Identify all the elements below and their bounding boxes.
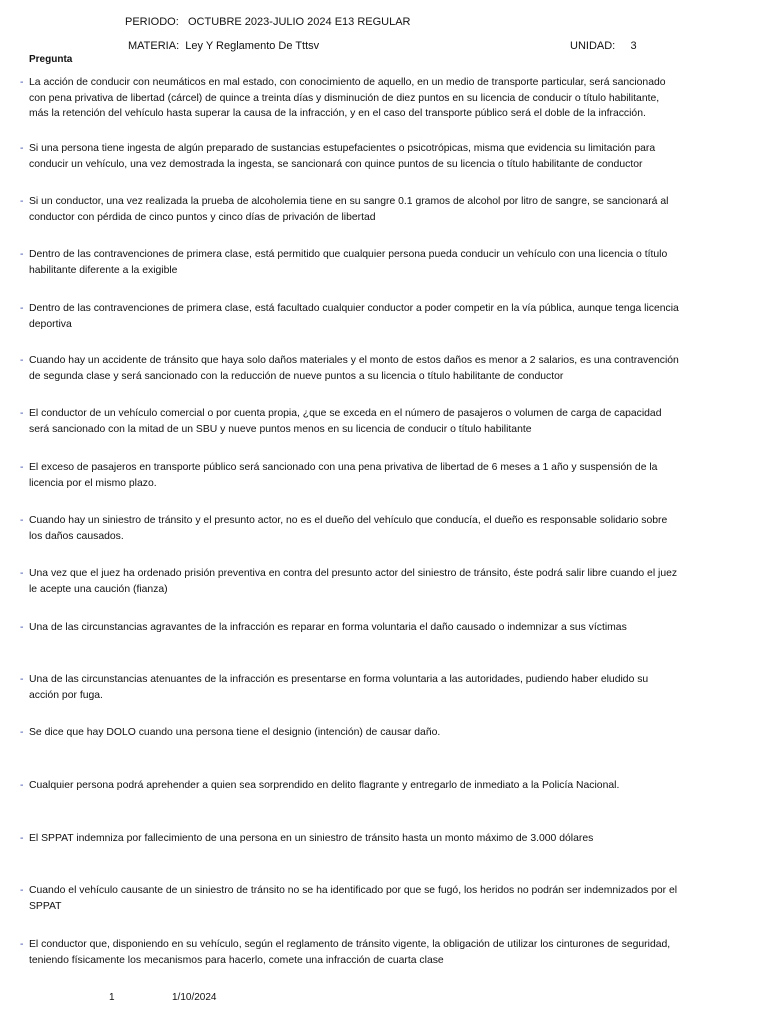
bullet-marker: - [20, 727, 24, 738]
unidad-line [570, 40, 637, 52]
question-text: El conductor que, disponiendo en su vehículo, según el reglamento de tránsito vigente, la obligación de utilizar los cinturones de seguridad, teniendo físicamente los mecanismos para hacerlo, comete una infracción de cuarta clase [29, 939, 671, 966]
periodo-line [125, 16, 411, 28]
question-text: Cuando el vehículo causante de un siniestro de tránsito no se ha identificado por que se fugó, los heridos no podrán ser indemnizados por el SPPAT [29, 885, 678, 912]
question-text: Se dice que hay DOLO cuando una persona tiene el designio (intención) de causar daño. [29, 727, 441, 738]
question-text: Si un conductor, una vez realizada la prueba de alcoholemia tiene en su sangre 0.1 gramos de alcohol por litro de sangre, se sancionará al conductor con pérdida de cinco puntos y cinco días de privación de libertad [29, 196, 669, 223]
question-item [20, 566, 680, 597]
bullet-marker: - [20, 515, 24, 526]
bullet-marker: - [20, 355, 24, 366]
page-number: 1 [109, 992, 115, 1003]
question-item [20, 194, 680, 225]
column-header-pregunta: Pregunta [29, 54, 73, 65]
question-item [20, 75, 680, 122]
bullet-marker: - [20, 462, 24, 473]
question-item [20, 353, 680, 384]
unidad-label: UNIDAD: [570, 40, 616, 52]
question-item [20, 513, 680, 544]
question-item [20, 301, 680, 332]
materia-value: Ley Y Reglamento De Tttsv [185, 40, 320, 52]
question-text: Una vez que el juez ha ordenado prisión preventiva en contra del presunto actor del siniestro de tránsito, éste podrá salir libre cuando el juez le acepte una caución (fianza) [29, 568, 678, 595]
materia-line [128, 40, 319, 52]
question-item [20, 778, 680, 794]
question-text: El SPPAT indemniza por fallecimiento de una persona en un siniestro de tránsito hasta un monto máximo de 3.000 dólares [29, 833, 594, 844]
question-item [20, 141, 680, 172]
page-date: 1/10/2024 [172, 992, 217, 1003]
bullet-marker: - [20, 408, 24, 419]
question-text: La acción de conducir con neumáticos en mal estado, con conocimiento de aquello, en un medio de transporte particular, será sancionado con pena privativa de libertad (cárcel) de quince a treinta días y disminución de diez puntos en su licencia de conducir o título habilitante, más la retención del vehículo hasta superar la causa de la infracción, y en el caso del transporte público será el doble de la infracción. [29, 77, 666, 120]
bullet-marker: - [20, 249, 24, 260]
periodo-value: OCTUBRE 2023-JULIO 2024 E13 REGULAR [187, 16, 411, 28]
question-text: Una de las circunstancias atenuantes de la infracción es presentarse en forma voluntaria a las autoridades, pudiendo haber eludido su acción por fuga. [29, 674, 649, 701]
bullet-marker: - [20, 568, 24, 579]
question-item [20, 883, 680, 914]
question-item [20, 672, 680, 703]
bullet-marker: - [20, 833, 24, 844]
bullet-marker: - [20, 143, 24, 154]
unidad-value: 3 [630, 40, 637, 52]
question-item [20, 247, 680, 278]
bullet-marker: - [20, 303, 24, 314]
question-text: Dentro de las contravenciones de primera clase, está permitido que cualquier persona pueda conducir un vehículo con una licencia o título habilitante diferente a la exigible [29, 249, 668, 276]
question-text: Cualquier persona podrá aprehender a quien sea sorprendido en delito flagrante y entregarlo de inmediato a la Policía Nacional. [29, 780, 620, 791]
question-item [20, 937, 680, 968]
question-text: Dentro de las contravenciones de primera clase, está facultado cualquier conductor a poder competir en la vía pública, aunque tenga licencia deportiva [29, 303, 679, 330]
bullet-marker: - [20, 780, 24, 791]
bullet-marker: - [20, 885, 24, 896]
bullet-marker: - [20, 939, 24, 950]
question-text: El conductor de un vehículo comercial o por cuenta propia, ¿que se exceda en el número de pasajeros o volumen de carga de capacidad será sancionado con la mitad de un SBU y nueve puntos menos en su licencia de conducir o título habilitante [29, 408, 662, 435]
question-item [20, 725, 680, 741]
bullet-marker: - [20, 196, 24, 207]
bullet-marker: - [20, 622, 24, 633]
question-item [20, 831, 680, 847]
question-item [20, 460, 680, 491]
bullet-marker: - [20, 674, 24, 685]
question-item [20, 406, 680, 437]
periodo-label: PERIODO: [125, 16, 179, 28]
question-text: Una de las circunstancias agravantes de la infracción es reparar en forma voluntaria el daño causado o indemnizar a sus víctimas [29, 622, 627, 633]
materia-label: MATERIA: [128, 40, 180, 52]
question-text: Cuando hay un siniestro de tránsito y el presunto actor, no es el dueño del vehículo que conducía, el dueño es responsable solidario sobre los daños causados. [29, 515, 668, 542]
question-text: Cuando hay un accidente de tránsito que haya solo daños materiales y el monto de estos daños es menor a 2 salarios, es una contravención de segunda clase y será sancionado con la reducción de nueve puntos a su licencia o título habilitante de conductor [29, 355, 679, 382]
bullet-marker: - [20, 77, 24, 88]
question-text: Si una persona tiene ingesta de algún preparado de sustancias estupefacientes o psicotrópicas, misma que evidencia su limitación para conducir un vehículo, una vez demostrada la ingesta, se sancionará con quince puntos de su licencia o título habilitante de conductor [29, 143, 656, 170]
question-item [20, 620, 680, 636]
question-text: El exceso de pasajeros en transporte público será sancionado con una pena privativa de libertad de 6 meses a 1 año y suspensión de la licencia por el mismo plazo. [29, 462, 658, 489]
